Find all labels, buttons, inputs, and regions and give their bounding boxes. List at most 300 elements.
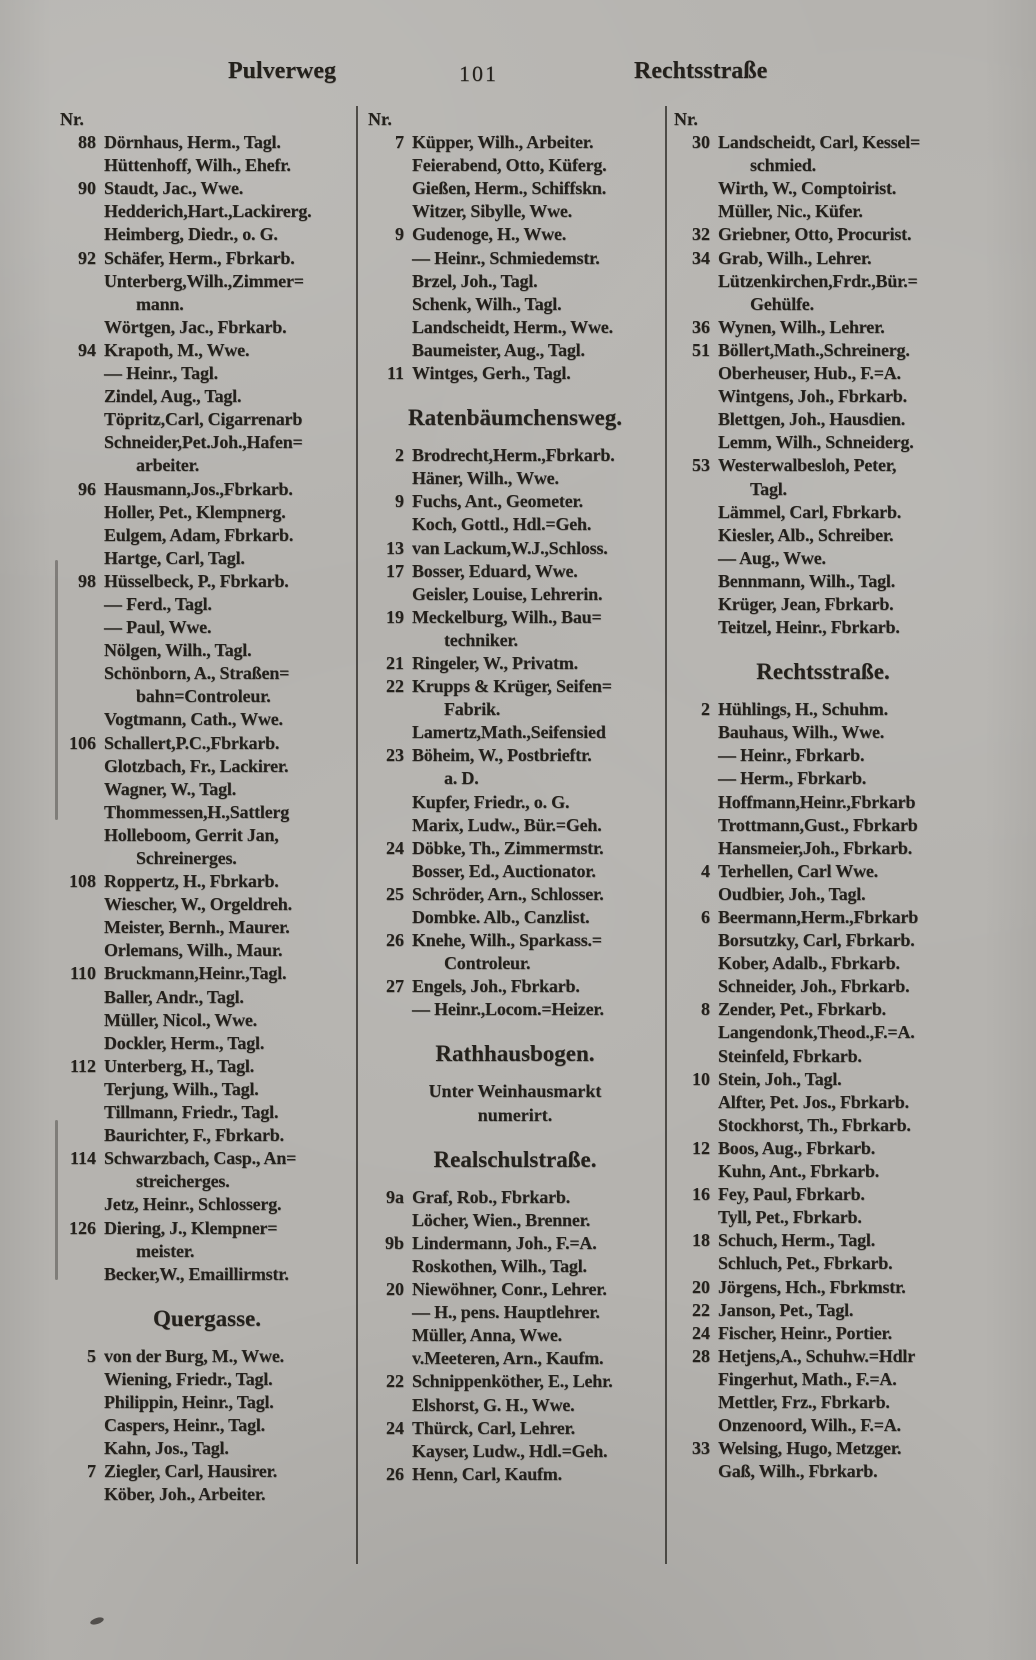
entry-text — [412, 1463, 664, 1486]
house-number: 20 — [386, 1279, 404, 1300]
entry-text — [718, 570, 974, 593]
directory-entry — [58, 662, 356, 708]
entry-text — [412, 1417, 664, 1440]
entry-text — [718, 616, 974, 639]
directory-entry — [672, 131, 974, 177]
street-heading: Quergasse. — [153, 1305, 261, 1331]
entry-line: Wörtgen, Jac., Fbrkarb. — [104, 316, 287, 337]
entry-line: Holler, Pet., Klempnerg. — [104, 501, 286, 522]
directory-entry — [58, 316, 356, 339]
entry-line: Schröder, Arn., Schlosser. — [412, 883, 604, 904]
house-number: 8 — [701, 999, 710, 1020]
directory-entry — [58, 547, 356, 570]
house-number: 22 — [386, 676, 404, 697]
directory-entry — [672, 501, 974, 524]
directory-entry — [366, 293, 664, 316]
entry-line: — Ferd., Tagl. — [104, 593, 212, 614]
entry-line: Controleur. — [444, 953, 531, 974]
directory-entry — [366, 223, 664, 246]
directory-entry — [672, 1460, 974, 1483]
entry-text — [718, 1068, 974, 1091]
entry-line: Elshorst, G. H., Wwe. — [412, 1394, 575, 1415]
entry-text — [718, 883, 974, 906]
entry-line: Müller, Anna, Wwe. — [412, 1325, 562, 1346]
entry-text — [718, 131, 974, 177]
entry-line: — Heinr.,Locom.=Heizer. — [412, 999, 604, 1020]
entry-text — [104, 616, 356, 639]
house-number: 94 — [78, 339, 96, 360]
directory-entry — [58, 270, 356, 316]
directory-entry — [366, 652, 664, 675]
directory-entry — [58, 131, 356, 154]
entry-line: Kahn, Jos., Tagl. — [104, 1438, 229, 1459]
entry-text — [412, 883, 664, 906]
entry-line: Steinfeld, Fbrkarb. — [718, 1045, 862, 1066]
entry-line: Schenk, Wilh., Tagl. — [412, 293, 562, 314]
house-number: 88 — [78, 132, 96, 153]
entry-line: Janson, Pet., Tagl. — [718, 1299, 854, 1320]
directory-entry — [672, 837, 974, 860]
entry-line: Philippin, Heinr., Tagl. — [104, 1391, 274, 1412]
entry-text — [718, 1391, 974, 1414]
entry-line: Fabrik. — [444, 699, 501, 720]
entry-text — [104, 1437, 356, 1460]
directory-entry — [366, 316, 664, 339]
directory-entry — [58, 478, 356, 501]
entry-text — [104, 362, 356, 385]
entry-line: Onzenoord, Wilh., F.=A. — [718, 1415, 901, 1436]
directory-entry — [366, 606, 664, 652]
entry-text — [412, 200, 664, 223]
house-number: 53 — [692, 455, 710, 476]
house-number: 4 — [701, 860, 710, 881]
house-number: 2 — [701, 699, 710, 720]
directory-entry — [672, 791, 974, 814]
entry-line: Graf, Rob., Fbrkarb. — [412, 1186, 571, 1207]
entry-line: Döbke, Th., Zimmermstr. — [412, 837, 604, 858]
directory-entry — [366, 339, 664, 362]
directory-entry — [366, 860, 664, 883]
entry-text — [412, 814, 664, 837]
entry-line: Langendonk,Theod.,F.=A. — [718, 1022, 915, 1043]
directory-entry — [672, 721, 974, 744]
entry-line: streicherges. — [136, 1171, 230, 1192]
entry-line: Witzer, Sibylle, Wwe. — [412, 201, 572, 222]
entry-text — [412, 1440, 664, 1463]
directory-entry — [366, 1463, 664, 1486]
entry-text — [718, 385, 974, 408]
entry-text — [104, 177, 356, 200]
entry-text — [412, 316, 664, 339]
entry-text — [104, 593, 356, 616]
entry-line: Kupfer, Friedr., o. G. — [412, 791, 570, 812]
directory-entry — [58, 778, 356, 801]
directory-entry — [672, 906, 974, 929]
entry-text — [104, 501, 356, 524]
entry-text — [104, 824, 356, 870]
entry-line: Orlemans, Wilh., Maur. — [104, 940, 283, 961]
directory-entry — [58, 524, 356, 547]
entry-text — [718, 814, 974, 837]
entry-text — [718, 1183, 974, 1206]
street-heading: Rathhausbogen. — [435, 1041, 595, 1067]
directory-entry — [672, 952, 974, 975]
entry-text — [412, 929, 664, 975]
entry-text — [718, 1414, 974, 1437]
entry-text — [412, 998, 664, 1021]
directory-entry — [672, 698, 974, 721]
entry-text — [104, 1345, 356, 1368]
entry-line: Kayser, Ludw., Hdl.=Geh. — [412, 1440, 608, 1461]
house-number: 92 — [78, 247, 96, 268]
directory-entry — [58, 986, 356, 1009]
directory-entry — [58, 570, 356, 593]
directory-entry — [366, 1301, 664, 1324]
directory-entry — [58, 1345, 356, 1368]
house-number: 26 — [386, 1463, 404, 1484]
entry-line: Geisler, Louise, Lehrerin. — [412, 583, 603, 604]
page-number: 101 — [459, 61, 498, 86]
entry-text — [104, 385, 356, 408]
entry-text — [718, 431, 974, 454]
entry-text — [412, 362, 664, 385]
directory-entry — [58, 223, 356, 246]
directory-entry — [366, 791, 664, 814]
directory-entry — [672, 247, 974, 270]
directory-entry — [366, 444, 664, 467]
house-number: 36 — [692, 316, 710, 337]
entry-line: Wagner, W., Tagl. — [104, 778, 236, 799]
entry-line: Grab, Wilh., Lehrer. — [718, 247, 872, 268]
entry-text — [718, 1091, 974, 1114]
entry-text — [104, 916, 356, 939]
entry-text — [104, 408, 356, 431]
entry-line: Dombke. Alb., Canzlist. — [412, 907, 590, 927]
entry-line: Nölgen, Wilh., Tagl. — [104, 640, 252, 661]
street-note-line: numerirt. — [477, 1104, 553, 1125]
entry-text — [104, 524, 356, 547]
directory-entry — [672, 744, 974, 767]
entry-line: Ziegler, Carl, Hausirer. — [104, 1461, 278, 1482]
directory-entry — [58, 824, 356, 870]
entry-line: bahn=Controleur. — [136, 686, 271, 707]
entry-text — [718, 316, 974, 339]
entry-line: Baurichter, F., Fbrkarb. — [104, 1125, 284, 1146]
entry-text — [412, 223, 664, 246]
directory-entry — [672, 814, 974, 837]
directory-entry — [672, 767, 974, 790]
entry-line: Thürck, Carl, Lehrer. — [412, 1417, 575, 1438]
house-number: 18 — [692, 1230, 710, 1251]
house-number: 11 — [386, 363, 404, 384]
entry-line: Bosser, Eduard, Wwe. — [412, 560, 578, 581]
entry-line: Lamertz,Math.,Seifensied — [412, 722, 606, 743]
directory-entry — [366, 1278, 664, 1301]
house-number: 9a — [386, 1186, 404, 1207]
entry-text — [412, 513, 664, 536]
house-number: 9 — [395, 491, 404, 512]
entry-line: Böllert,Math.,Schreinerg. — [718, 339, 910, 360]
directory-entry — [366, 929, 664, 975]
entry-line: Beermann,Herm.,Fbrkarb — [718, 907, 919, 927]
entry-line: — Herm., Fbrkarb. — [718, 768, 867, 789]
entry-text — [718, 1206, 974, 1229]
entry-text — [412, 1370, 664, 1393]
house-number: 22 — [692, 1299, 710, 1320]
directory-entry — [366, 583, 664, 606]
entry-text — [412, 1255, 664, 1278]
directory-entry — [58, 870, 356, 893]
entry-line: Schönborn, A., Straßen= — [104, 663, 290, 684]
entry-text — [412, 1394, 664, 1417]
entry-text — [412, 1232, 664, 1255]
entry-text — [104, 570, 356, 593]
entry-line: Stein, Joh., Tagl. — [718, 1068, 842, 1089]
entry-line: Eulgem, Adam, Fbrkarb. — [104, 524, 294, 545]
entry-line: Koch, Gottl., Hdl.=Geh. — [412, 514, 592, 535]
directory-entry — [58, 501, 356, 524]
entry-text — [412, 1301, 664, 1324]
entry-text — [718, 1045, 974, 1068]
entry-line: Tagl. — [750, 478, 787, 499]
entry-text — [412, 721, 664, 744]
entry-text — [412, 444, 664, 467]
entry-line: Trottmann,Gust., Fbrkarb — [718, 814, 918, 835]
entry-line: Borsutzky, Carl, Fbrkarb. — [718, 930, 915, 951]
entry-line: Vogtmann, Cath., Wwe. — [104, 709, 283, 730]
directory-entry — [672, 270, 974, 316]
entry-line: Becker,W., Emaillirmstr. — [104, 1263, 289, 1284]
entry-line: meister. — [136, 1240, 195, 1261]
entry-line: Hühlings, H., Schuhm. — [718, 699, 888, 720]
entry-line: Engels, Joh., Fbrkarb. — [412, 976, 580, 997]
directory-entry — [672, 1345, 974, 1368]
entry-text — [718, 247, 974, 270]
entry-line: — Heinr., Tagl. — [104, 363, 218, 384]
entry-text — [104, 1101, 356, 1124]
directory-column-3 — [672, 108, 974, 1483]
directory-entry — [58, 1193, 356, 1216]
entry-line: Teitzel, Heinr., Fbrkarb. — [718, 617, 900, 638]
entry-text — [718, 975, 974, 998]
entry-text — [718, 1229, 974, 1252]
entry-text — [412, 791, 664, 814]
entry-line: Wintges, Gerh., Tagl. — [412, 363, 571, 384]
entry-text — [412, 177, 664, 200]
directory-entry — [672, 1252, 974, 1275]
entry-text — [104, 1055, 356, 1078]
directory-entry — [672, 1114, 974, 1137]
entry-line: Wynen, Wilh., Lehrer. — [718, 316, 885, 337]
entry-line: Schneider, Joh., Fbrkarb. — [718, 976, 910, 997]
entry-text — [718, 524, 974, 547]
directory-entry — [366, 177, 664, 200]
entry-text — [412, 583, 664, 606]
directory-entry — [58, 1483, 356, 1506]
directory-entry — [58, 616, 356, 639]
house-number: 90 — [78, 178, 96, 199]
entry-line: Oudbier, Joh., Tagl. — [718, 883, 866, 904]
directory-entry — [672, 408, 974, 431]
entry-line: Heimberg, Diedr., o. G. — [104, 224, 278, 245]
directory-entry — [366, 883, 664, 906]
directory-entry — [58, 1101, 356, 1124]
directory-entry — [672, 1322, 974, 1345]
entry-line: Köber, Joh., Arbeiter. — [104, 1484, 266, 1505]
entry-text — [412, 837, 664, 860]
directory-entry — [366, 675, 664, 721]
entry-text — [412, 1324, 664, 1347]
house-number: 16 — [692, 1184, 710, 1205]
entry-line: Gießen, Herm., Schiffskn. — [412, 178, 607, 199]
directory-entry — [366, 837, 664, 860]
directory-entry — [58, 1147, 356, 1193]
directory-entry — [58, 801, 356, 824]
directory-entry — [366, 1370, 664, 1393]
directory-entry — [58, 916, 356, 939]
entry-line: Küpper, Wilh., Arbeiter. — [412, 132, 594, 153]
entry-text — [412, 293, 664, 316]
entry-line: Jetz, Heinr., Schlosserg. — [104, 1194, 282, 1215]
house-number: 23 — [386, 745, 404, 766]
entry-line: Hartge, Carl, Tagl. — [104, 547, 245, 568]
entry-text — [412, 1209, 664, 1232]
directory-entry — [672, 362, 974, 385]
house-number: 24 — [386, 837, 404, 858]
entry-text — [412, 1278, 664, 1301]
house-number: 30 — [692, 132, 710, 153]
entry-text — [718, 929, 974, 952]
entry-text — [104, 154, 356, 177]
directory-entry — [672, 1137, 974, 1160]
directory-entry — [366, 1440, 664, 1463]
running-header-left: Pulverweg — [228, 58, 336, 84]
house-number: 126 — [69, 1217, 96, 1238]
entry-text — [104, 131, 356, 154]
entry-line: Schäfer, Herm., Fbrkarb. — [104, 247, 295, 268]
entry-line: Ringeler, W., Privatm. — [412, 652, 578, 673]
directory-entry — [58, 385, 356, 408]
entry-line: Meister, Bernh., Maurer. — [104, 917, 290, 938]
entry-text — [104, 1460, 356, 1483]
directory-entry — [58, 362, 356, 385]
entry-line: Landscheidt, Carl, Kessel= — [718, 132, 921, 153]
directory-entry — [58, 1460, 356, 1483]
entry-text — [718, 1252, 974, 1275]
entry-text — [104, 223, 356, 246]
entry-line: Böheim, W., Postbrieftr. — [412, 745, 592, 766]
directory-entry — [672, 200, 974, 223]
entry-line: Schneider,Pet.Joh.,Hafen= — [104, 432, 303, 453]
entry-line: techniker. — [444, 629, 518, 650]
entry-text — [718, 1322, 974, 1345]
house-number: 51 — [692, 339, 710, 360]
house-number: 5 — [87, 1345, 96, 1366]
house-number: 27 — [386, 976, 404, 997]
house-number: 112 — [69, 1055, 96, 1076]
entry-line: Schwarzbach, Casp., An= — [104, 1148, 297, 1169]
entry-line: Fey, Paul, Fbrkarb. — [718, 1184, 865, 1205]
entry-line: Fuchs, Ant., Geometer. — [412, 491, 583, 512]
street-note-line: Unter Weinhausmarkt — [428, 1081, 602, 1102]
entry-text — [412, 560, 664, 583]
directory-entry — [58, 1437, 356, 1460]
entry-line: Hausmann,Jos.,Fbrkarb. — [104, 478, 293, 499]
directory-entry — [58, 755, 356, 778]
house-number: 12 — [692, 1137, 710, 1158]
entry-line: Lämmel, Carl, Fbrkarb. — [718, 501, 902, 522]
directory-entry — [58, 1055, 356, 1078]
directory-entry — [672, 570, 974, 593]
entry-text — [104, 247, 356, 270]
running-header-right: Rechtsstraße — [634, 58, 768, 84]
house-number: 22 — [386, 1371, 404, 1392]
directory-entry — [366, 814, 664, 837]
directory-entry — [366, 154, 664, 177]
directory-entry — [58, 339, 356, 362]
entry-line: Glotzbach, Fr., Lackirer. — [104, 755, 289, 776]
entry-line: Jörgens, Hch., Fbrkmstr. — [718, 1276, 906, 1297]
entry-line: Knehe, Wilh., Sparkass.= — [412, 930, 602, 951]
directory-entry — [672, 1160, 974, 1183]
entry-line: Oberheuser, Hub., F.=A. — [718, 363, 901, 384]
directory-entry — [672, 929, 974, 952]
house-number: 24 — [386, 1417, 404, 1438]
entry-text — [412, 975, 664, 998]
entry-line: mann. — [136, 293, 184, 314]
entry-text — [718, 593, 974, 616]
entry-line: — Heinr., Fbrkarb. — [718, 745, 865, 766]
entry-line: Hetjens,A., Schuhw.=Hdlr — [718, 1345, 915, 1366]
entry-text — [104, 1124, 356, 1147]
entry-text — [412, 906, 664, 929]
directory-column-2 — [366, 108, 664, 1486]
entry-text — [718, 339, 974, 362]
directory-entry — [58, 1368, 356, 1391]
house-number: 26 — [386, 930, 404, 951]
entry-text — [718, 200, 974, 223]
directory-entry — [366, 1347, 664, 1370]
entry-line: Stockhorst, Th., Fbrkarb. — [718, 1114, 911, 1135]
directory-entry — [672, 1368, 974, 1391]
directory-entry — [366, 1394, 664, 1417]
entry-line: Bruckmann,Heinr.,Tagl. — [104, 963, 287, 984]
entry-line: Lemm, Wilh., Schneiderg. — [718, 432, 914, 453]
directory-entry — [58, 408, 356, 431]
entry-line: Wiening, Friedr., Tagl. — [104, 1368, 273, 1389]
house-number: 28 — [692, 1345, 710, 1366]
directory-entry — [58, 962, 356, 985]
entry-text — [412, 467, 664, 490]
entry-line: Boos, Aug., Fbrkarb. — [718, 1137, 876, 1158]
column-divider — [356, 106, 358, 1564]
entry-text — [412, 860, 664, 883]
directory-entry — [366, 1232, 664, 1255]
entry-line: Bosser, Ed., Auctionator. — [412, 860, 596, 881]
house-number: 110 — [69, 963, 96, 984]
entry-line: Schallert,P.C.,Fbrkarb. — [104, 732, 280, 753]
entry-text — [718, 1137, 974, 1160]
house-number: 17 — [386, 560, 404, 581]
entry-text — [718, 791, 974, 814]
entry-line: Hüsselbeck, P., Fbrkarb. — [104, 570, 289, 591]
scan-artifact — [89, 1616, 104, 1626]
entry-text — [104, 778, 356, 801]
directory-entry — [672, 998, 974, 1021]
entry-line: Kuhn, Ant., Fbrkarb. — [718, 1161, 880, 1182]
entry-text — [718, 1114, 974, 1137]
scan-artifact — [55, 560, 58, 820]
